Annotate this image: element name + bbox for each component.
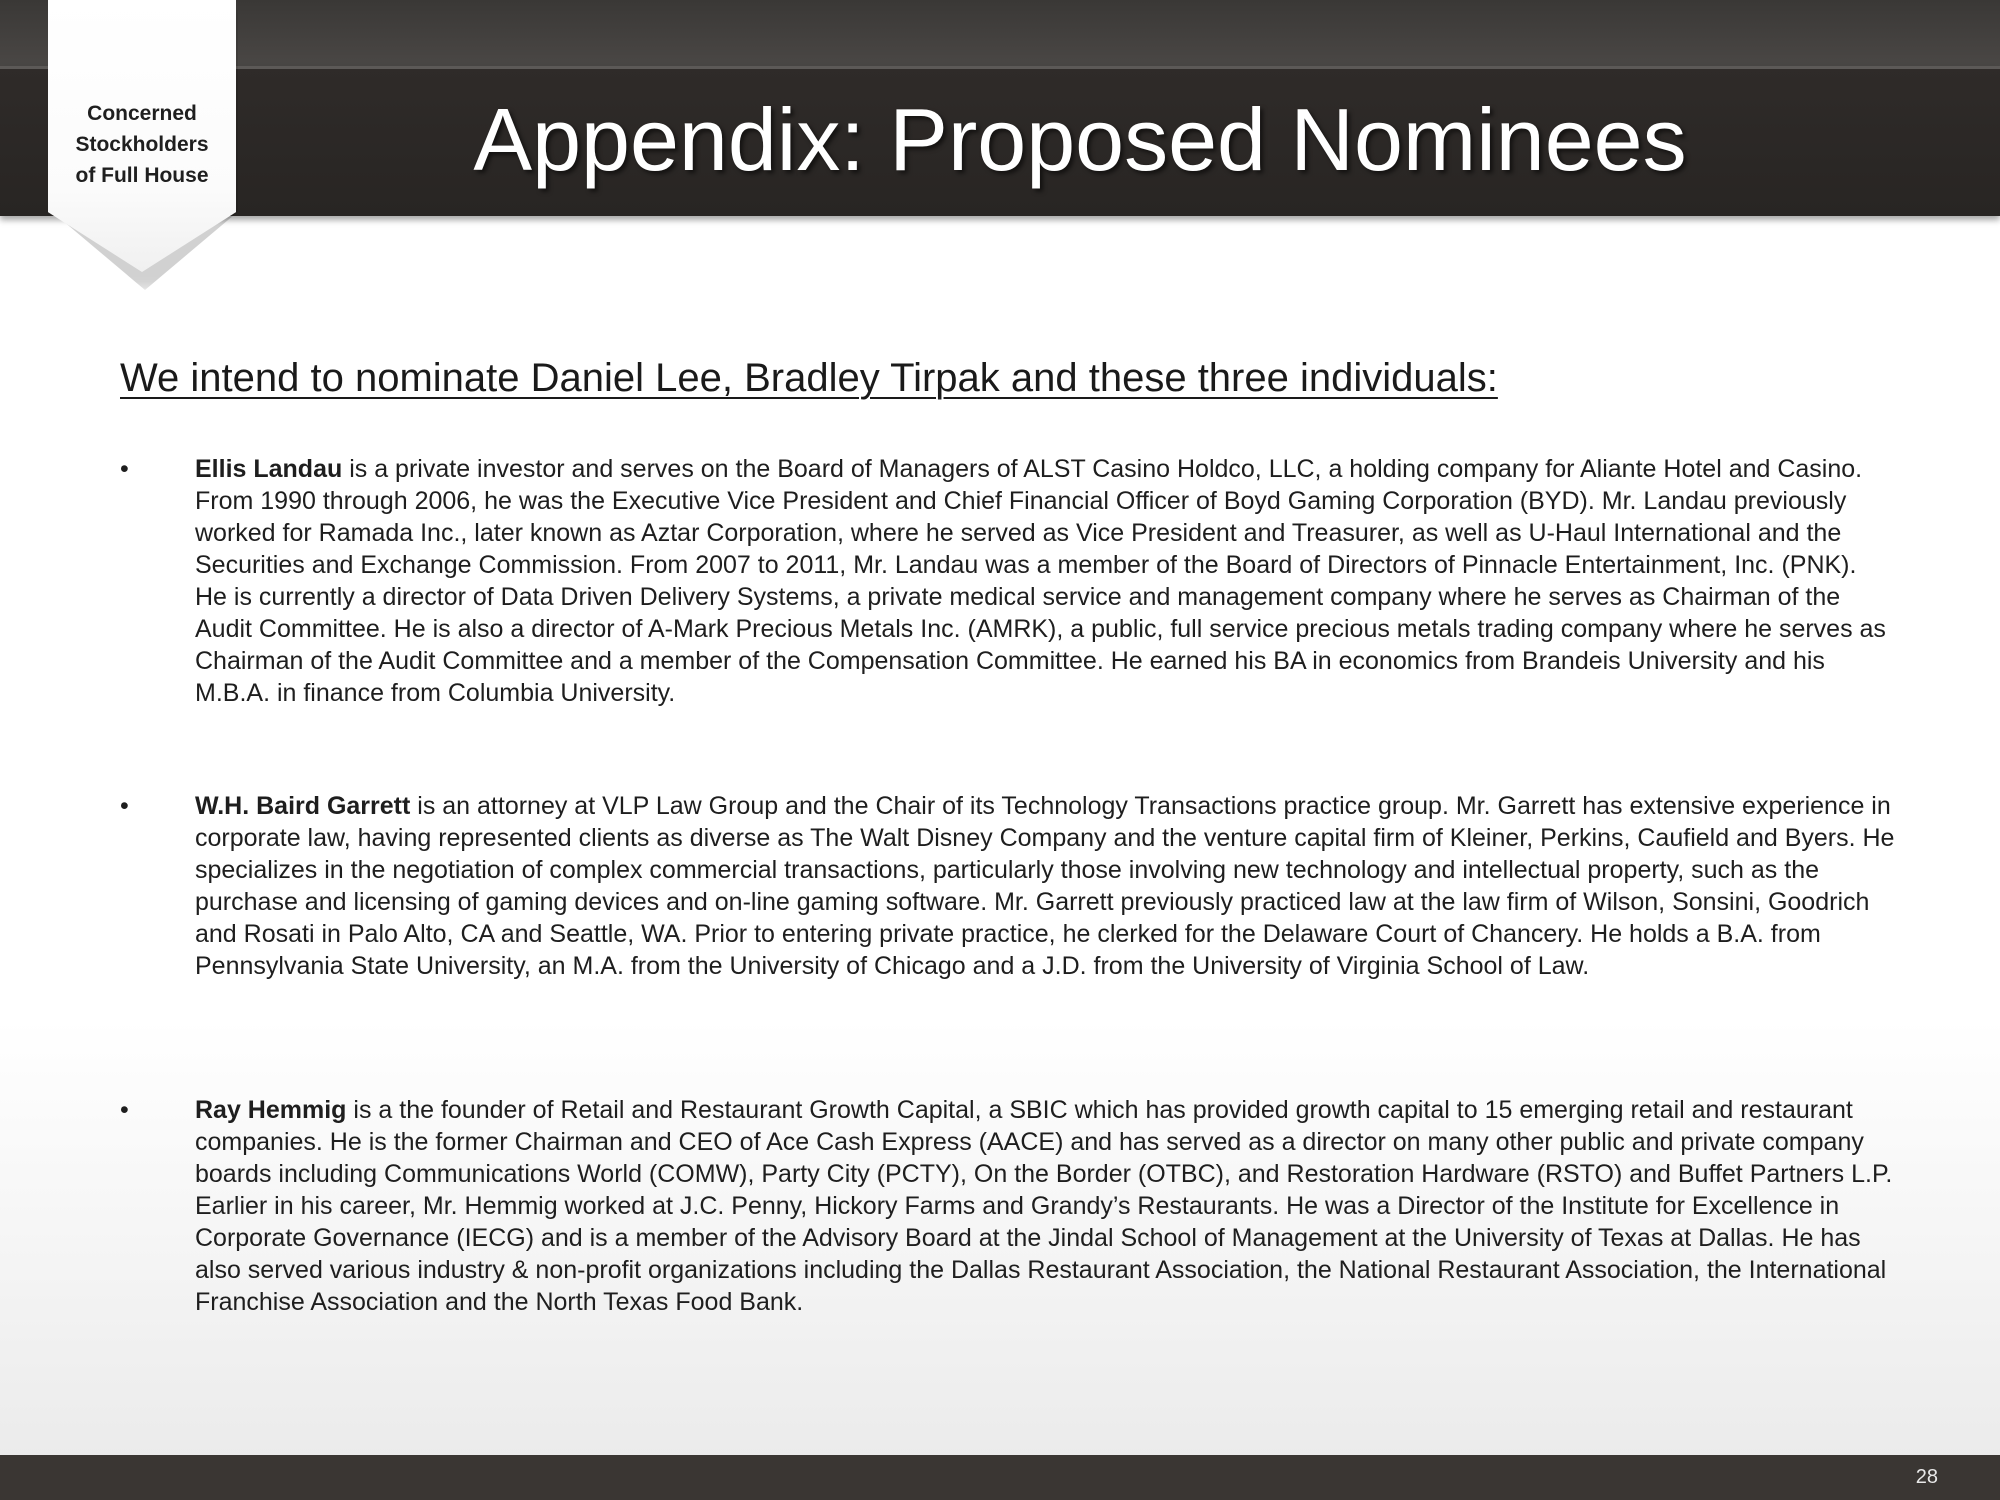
page-number: 28 [1915, 1466, 1938, 1488]
bullet-marker: • [120, 1096, 129, 1124]
brand-line-1: Concerned [87, 102, 197, 125]
page-title: Appendix: Proposed Nominees [473, 90, 1687, 189]
nominee-name: Ray Hemmig [195, 1096, 347, 1124]
brand-label [48, 98, 236, 191]
nominee-bio [195, 790, 1895, 982]
brand-line-3: of Full House [75, 164, 209, 187]
nominee-description: is a the founder of Retail and Restaurant Growth Capital, a SBIC which has provided growth capital to 15 emerging retail and restaurant companies. He is the former Chairman and CEO of Ace Cash Express (AACE) and has served as a director on many other public and private company boards including Communications World (COMW), Party City (PCTY), On the Border (OTBC), and Restoration Hardware (RSTO) and Buffet Partners L.P. Earlier in his career, Mr. Hemmig worked at J.C. Penny, Hickory Farms and Grandy’s Restaurants. He was a Director of the Institute for Excellence in Corporate Governance (IECG) and is a member of the Advisory Board at the Jindal School of Management at the University of Texas at Dallas. He has also served various industry & non-profit organizations including the Dallas Restaurant Association, the National Restaurant Association, the International Franchise Association and the North Texas Food Bank. [195, 1096, 1893, 1316]
brand-line-2: Stockholders [75, 133, 209, 156]
section-heading: We intend to nominate Daniel Lee, Bradley Tirpak and these three individuals: [120, 356, 1498, 400]
title-bar-sheen [0, 66, 2000, 69]
top-band [0, 0, 2000, 66]
nominee-name: W.H. Baird Garrett [195, 792, 411, 820]
nominee-description: is a private investor and serves on the Board of Managers of ALST Casino Holdco, LLC, a holding company for Aliante Hotel and Casino. From 1990 through 2006, he was the Executive Vice President and Chief Financial Officer of Boyd Gaming Corporation (BYD). Mr. Landau previously worked for Ramada Inc., later known as Aztar Corporation, where he served as Vice President and Treasurer, as well as U-Haul International and the Securities and Exchange Commission. From 2007 to 2011, Mr. Landau was a member of the Board of Directors of Pinnacle Entertainment, Inc. (PNK). He is currently a director of Data Driven Delivery Systems, a private medical service and management company where he serves as Chairman of the Audit Committee. He is also a director of A-Mark Precious Metals Inc. (AMRK), a public, full service precious metals trading company where he serves as Chairman of the Audit Committee and a member of the Compensation Committee. He earned his BA in economics from Brandeis University and his M.B.A. in finance from Columbia University. [195, 455, 1886, 707]
bullet-marker: • [120, 792, 129, 820]
nominee-bio [195, 1094, 1895, 1318]
bullet-marker: • [120, 455, 129, 483]
footer-bar [0, 1455, 2000, 1500]
nominee-bio [195, 453, 1895, 709]
nominee-description: is an attorney at VLP Law Group and the Chair of its Technology Transactions practice group. Mr. Garrett has extensive experience in corporate law, having represented clients as diverse as The Walt Disney Company and the venture capital firm of Kleiner, Perkins, Caufield and Byers. He specializes in the negotiation of complex commercial transactions, particularly those involving new technology and intellectual property, such as the purchase and licensing of gaming devices and on-line gaming software. Mr. Garrett previously practiced law at the law firm of Wilson, Sonsini, Goodrich and Rosati in Palo Alto, CA and Seattle, WA. Prior to entering private practice, he clerked for the Delaware Court of Chancery. He holds a B.A. from Pennsylvania State University, an M.A. from the University of Chicago and a J.D. from the University of Virginia School of Law. [195, 792, 1895, 980]
nominee-name: Ellis Landau [195, 455, 343, 483]
